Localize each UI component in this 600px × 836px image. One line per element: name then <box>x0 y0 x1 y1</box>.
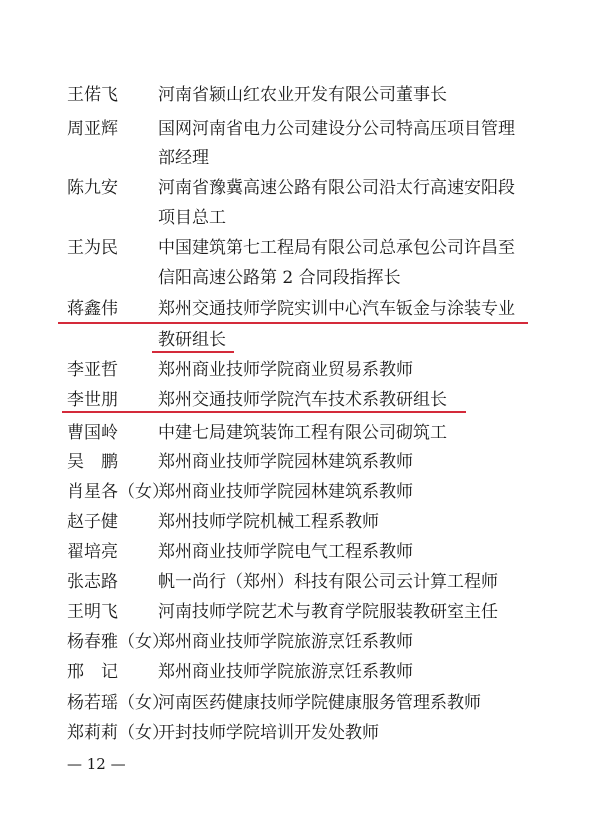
list-item <box>0 507 600 537</box>
person-name: 吴 鹏 <box>67 452 118 472</box>
person-title-continued: 部经理 <box>158 148 209 168</box>
page-number: — 12 — <box>67 755 126 773</box>
list-item <box>0 627 600 657</box>
person-title: 河南医药健康技师学院健康服务管理系教师 <box>158 693 481 713</box>
person-title-continued: 信阳高速公路第 2 合同段指挥长 <box>158 268 401 288</box>
person-title: 郑州商业技师学院商业贸易系教师 <box>158 360 413 380</box>
person-name: 李亚哲 <box>67 360 118 380</box>
person-title: 中国建筑第七工程局有限公司总承包公司许昌至 <box>158 238 515 258</box>
list-item <box>0 657 600 687</box>
person-title: 国网河南省电力公司建设分公司特高压项目管理 <box>158 119 515 139</box>
person-name: 王为民 <box>67 238 118 258</box>
person-name: 李世朋 <box>67 390 118 410</box>
list-item <box>0 355 600 385</box>
person-name: 王明飞 <box>67 602 118 622</box>
person-title: 河南省颍山红农业开发有限公司董事长 <box>158 85 447 105</box>
list-item-continuation <box>0 203 600 233</box>
person-title: 开封技师学院培训开发处教师 <box>158 723 379 743</box>
person-name: 张志路 <box>67 572 118 592</box>
list-item <box>0 114 600 144</box>
person-name: 曹国岭 <box>67 423 118 443</box>
list-item <box>0 567 600 597</box>
person-title: 中建七局建筑装饰工程有限公司砌筑工 <box>158 423 447 443</box>
person-title: 河南省豫冀高速公路有限公司沿太行高速安阳段 <box>158 178 515 198</box>
list-item <box>0 718 600 748</box>
person-title: 河南技师学院艺术与教育学院服装教研室主任 <box>158 602 498 622</box>
person-title: 帆一尚行（郑州）科技有限公司云计算工程师 <box>158 572 498 592</box>
person-title: 郑州商业技师学院旅游烹饪系教师 <box>158 632 413 652</box>
person-title: 郑州商业技师学院园林建筑系教师 <box>158 452 413 472</box>
list-item-continuation <box>0 325 600 355</box>
person-title: 郑州商业技师学院电气工程系教师 <box>158 542 413 562</box>
list-item-continuation <box>0 143 600 173</box>
list-item <box>0 477 600 507</box>
person-name: 郑莉莉（女） <box>67 723 169 743</box>
list-item <box>0 80 600 110</box>
list-item <box>0 418 600 448</box>
person-name: 陈九安 <box>67 178 118 198</box>
person-title: 郑州交通技师学院汽车技术系教研组长 <box>158 390 447 410</box>
person-name: 赵子健 <box>67 512 118 532</box>
person-name: 肖星各（女） <box>67 482 169 502</box>
list-item <box>0 537 600 567</box>
person-name: 杨春雅（女） <box>67 632 169 652</box>
list-item-continuation <box>0 263 600 293</box>
red-underline <box>58 322 528 324</box>
person-title: 郑州技师学院机械工程系教师 <box>158 512 379 532</box>
person-name: 翟培亮 <box>67 542 118 562</box>
person-name: 王偌飞 <box>67 85 118 105</box>
list-item <box>0 233 600 263</box>
person-title: 郑州商业技师学院园林建筑系教师 <box>158 482 413 502</box>
list-item <box>0 597 600 627</box>
person-name: 周亚辉 <box>67 119 118 139</box>
list-item <box>0 173 600 203</box>
list-item <box>0 688 600 718</box>
person-title: 郑州交通技师学院实训中心汽车钣金与涂装专业 <box>158 299 515 319</box>
person-name: 邢 记 <box>67 662 118 682</box>
person-title-continued: 项目总工 <box>158 208 226 228</box>
list-item <box>0 294 600 324</box>
red-underline <box>152 351 234 353</box>
person-name: 蒋鑫伟 <box>67 299 118 319</box>
person-title-continued: 教研组长 <box>158 330 226 350</box>
person-name: 杨若瑶（女） <box>67 693 169 713</box>
red-underline <box>62 411 466 413</box>
person-title: 郑州商业技师学院旅游烹饪系教师 <box>158 662 413 682</box>
list-item <box>0 447 600 477</box>
